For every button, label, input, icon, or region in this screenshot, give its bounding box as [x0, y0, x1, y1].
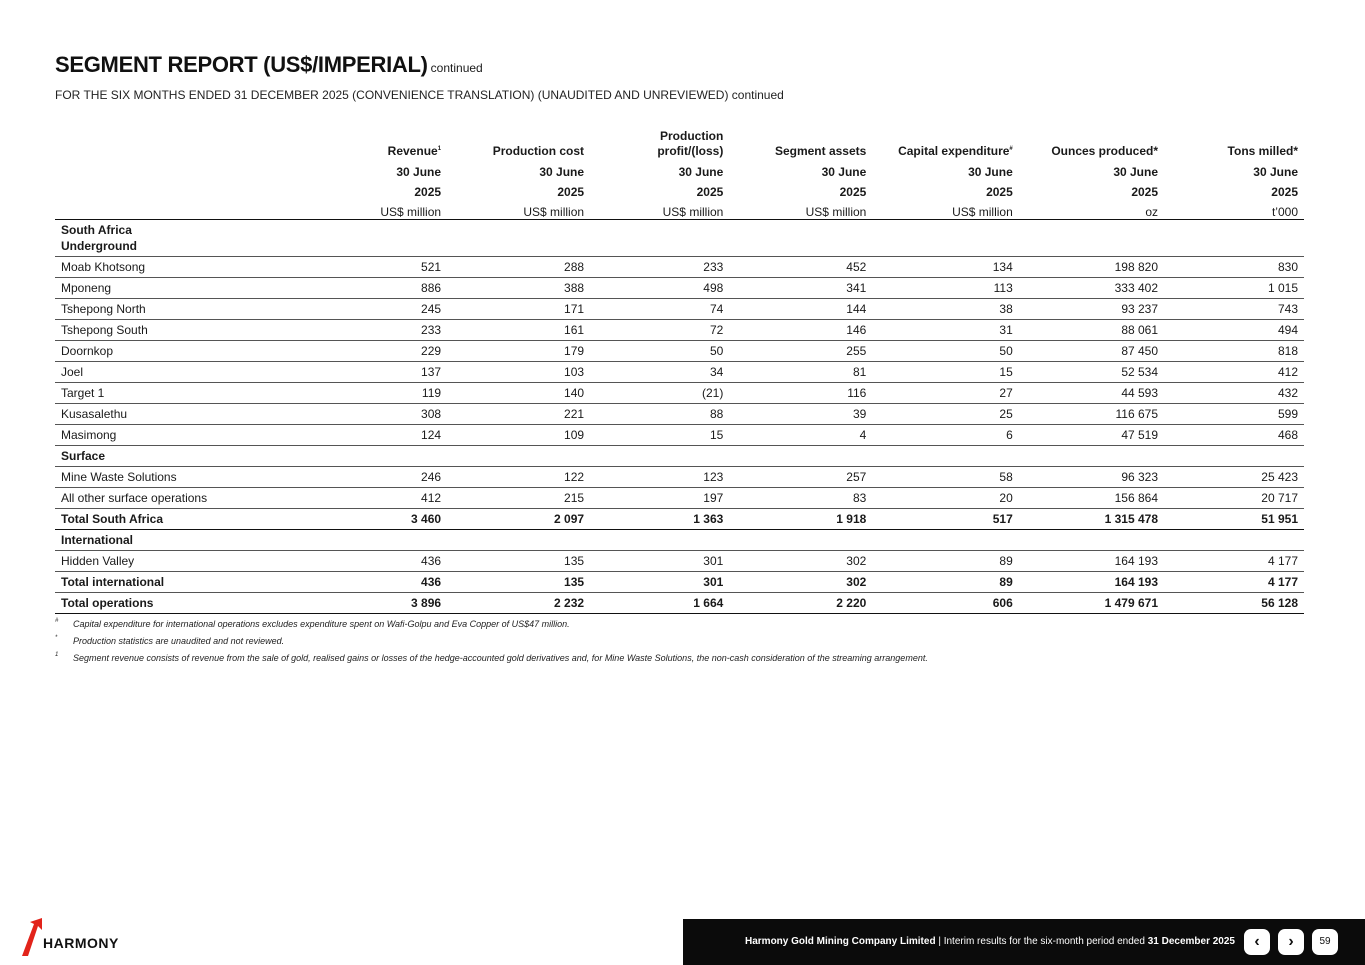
table-cell: 452 [729, 257, 872, 278]
header-year-row [55, 179, 1304, 199]
report-title: SEGMENT REPORT (US$/IMPERIAL) [55, 52, 428, 77]
col-period: 30 June [821, 165, 867, 179]
row-label: Masimong [55, 425, 309, 446]
table-cell: 81 [729, 362, 872, 383]
col-period: 30 June [1253, 165, 1298, 179]
table-cell: 50 [590, 341, 729, 362]
table-cell: 498 [590, 278, 729, 299]
table-cell: 4 177 [1164, 551, 1304, 572]
col-unit: oz [1019, 199, 1164, 220]
row-label: Mine Waste Solutions [55, 467, 309, 488]
row-label: All other surface operations [55, 488, 309, 509]
col-unit: US$ million [872, 199, 1018, 220]
table-cell: 34 [590, 362, 729, 383]
table-cell: 134 [872, 257, 1018, 278]
col-period: 30 June [968, 165, 1013, 179]
table-cell: 83 [729, 488, 872, 509]
header-period-row [55, 159, 1304, 179]
table-cell: 4 177 [1164, 572, 1304, 593]
section-heading-surface [55, 446, 1304, 467]
table-cell: 197 [590, 488, 729, 509]
table-cell: 122 [447, 467, 590, 488]
col-year: 2025 [986, 185, 1013, 199]
table-cell: 31 [872, 320, 1018, 341]
section-heading-international [55, 530, 1304, 551]
footnote-text: Production statistics are unaudited and not reviewed. [73, 636, 285, 646]
table-cell: 301 [590, 551, 729, 572]
table-cell: 1 315 478 [1019, 509, 1164, 530]
table-cell: 58 [872, 467, 1018, 488]
table-cell: 171 [447, 299, 590, 320]
col-year: 2025 [557, 185, 585, 199]
table-cell: 3 460 [309, 509, 448, 530]
table-cell: 233 [590, 257, 729, 278]
footnote-text: Segment revenue consists of revenue from the sale of gold, realised gains or losses of the hedge-accounted gold derivatives and, for Mine Waste Solutions, the non-cash consideration of the streaming arrangement. [73, 653, 928, 663]
table-cell: 517 [872, 509, 1018, 530]
table-cell: 88 [590, 404, 729, 425]
table-cell: 412 [309, 488, 448, 509]
col-year: 2025 [696, 185, 724, 199]
table-cell: 113 [872, 278, 1018, 299]
table-row [55, 467, 1304, 488]
table-cell: 1 664 [590, 593, 729, 614]
table-cell: 255 [729, 341, 872, 362]
table-cell: 302 [729, 551, 872, 572]
section-heading: Surface [55, 446, 1304, 467]
table-row [55, 341, 1304, 362]
table-cell: 2 232 [447, 593, 590, 614]
table-cell: 1 918 [729, 509, 872, 530]
company-name: Harmony Gold Mining Company Limited [745, 936, 936, 947]
table-cell: 302 [729, 572, 872, 593]
table-cell: 1 363 [590, 509, 729, 530]
col-unit: US$ million [309, 199, 448, 220]
header-unit-row [55, 199, 1304, 220]
table-cell: 229 [309, 341, 448, 362]
table-cell: 1 479 671 [1019, 593, 1164, 614]
footer-period-end: 31 December 2025 [1147, 936, 1235, 947]
col-period: 30 June [1113, 165, 1159, 179]
footnote-text: Capital expenditure for international operations excludes expenditure spent on Wafi-Golpu and Eva Copper of US$47 million. [73, 619, 570, 629]
table-cell: 886 [309, 278, 448, 299]
table-cell: 308 [309, 404, 448, 425]
table-cell: 436 [309, 551, 448, 572]
table-cell: 89 [872, 572, 1018, 593]
footnote-marker: 1 [55, 652, 59, 658]
table-row [55, 404, 1304, 425]
table-row [55, 362, 1304, 383]
table-cell: 468 [1164, 425, 1304, 446]
chevron-right-icon: › [1288, 933, 1294, 950]
section-heading-south-africa [55, 220, 1304, 257]
table-cell: 38 [872, 299, 1018, 320]
col-header-segment-assets: Segment assets [774, 144, 867, 158]
total-row-operations [55, 593, 1304, 614]
table-cell: 599 [1164, 404, 1304, 425]
table-row [55, 299, 1304, 320]
row-label: Doornkop [55, 341, 309, 362]
table-cell: 388 [447, 278, 590, 299]
row-label: Hidden Valley [55, 551, 309, 572]
table-cell: 44 593 [1019, 383, 1164, 404]
row-label: Total South Africa [55, 509, 309, 530]
table-cell: 494 [1164, 320, 1304, 341]
table-body [55, 220, 1304, 614]
table-cell: 257 [729, 467, 872, 488]
table-cell: 88 061 [1019, 320, 1164, 341]
table-cell: 179 [447, 341, 590, 362]
table-cell: 52 534 [1019, 362, 1164, 383]
header-names-row [55, 119, 1304, 159]
table-cell: 51 951 [1164, 509, 1304, 530]
section-heading-line: South Africa [61, 223, 132, 237]
table-cell: 25 423 [1164, 467, 1304, 488]
table-cell: 215 [447, 488, 590, 509]
segment-table [55, 119, 1304, 614]
logo-arrow-mark [22, 918, 42, 956]
col-year: 2025 [1131, 185, 1159, 199]
table-row [55, 488, 1304, 509]
table-cell: 119 [309, 383, 448, 404]
table-cell: 341 [729, 278, 872, 299]
col-header-capital-expenditure: Capital expenditure# [898, 144, 1013, 158]
table-cell: 221 [447, 404, 590, 425]
table-cell: (21) [590, 383, 729, 404]
col-period: 30 June [678, 165, 724, 179]
table-row [55, 278, 1304, 299]
table-cell: 156 864 [1019, 488, 1164, 509]
page-number: 59 [1312, 929, 1338, 955]
logo-wordmark: HARMONY [43, 935, 119, 951]
col-period: 30 June [396, 165, 442, 179]
table-cell: 103 [447, 362, 590, 383]
report-subtitle: FOR THE SIX MONTHS ENDED 31 DECEMBER 2025 (CONVENIENCE TRANSLATION) (UNAUDITED AND UNREVIEWED) continued [55, 88, 784, 102]
table-cell: 116 [729, 383, 872, 404]
footer-bar [683, 919, 1365, 965]
row-label: Moab Khotsong [55, 257, 309, 278]
col-header-production-profit: Production profit/(loss) [657, 129, 724, 158]
table-cell: 743 [1164, 299, 1304, 320]
table-cell: 144 [729, 299, 872, 320]
table-cell: 135 [447, 572, 590, 593]
col-year: 2025 [1271, 185, 1298, 199]
table-cell: 140 [447, 383, 590, 404]
col-unit: US$ million [590, 199, 729, 220]
row-label: Kusasalethu [55, 404, 309, 425]
table-cell: 124 [309, 425, 448, 446]
title-continued: continued [430, 61, 483, 75]
table-cell: 74 [590, 299, 729, 320]
next-page-button[interactable] [1278, 929, 1304, 955]
table-cell: 15 [590, 425, 729, 446]
table-cell: 412 [1164, 362, 1304, 383]
table-cell: 89 [872, 551, 1018, 572]
table-cell: 47 519 [1019, 425, 1164, 446]
table-cell: 521 [309, 257, 448, 278]
row-label: Total operations [55, 593, 309, 614]
total-row-international [55, 572, 1304, 593]
table-row [55, 320, 1304, 341]
col-unit: US$ million [729, 199, 872, 220]
table-cell: 39 [729, 404, 872, 425]
table-cell: 72 [590, 320, 729, 341]
row-label: Total international [55, 572, 309, 593]
table-cell: 301 [590, 572, 729, 593]
col-header-tons-milled: Tons milled* [1227, 144, 1298, 158]
table-cell: 2 097 [447, 509, 590, 530]
table-cell: 25 [872, 404, 1018, 425]
total-row-south-africa [55, 509, 1304, 530]
table-cell: 2 220 [729, 593, 872, 614]
page-title [55, 52, 483, 78]
col-unit: US$ million [447, 199, 590, 220]
table-cell: 56 128 [1164, 593, 1304, 614]
table-cell: 245 [309, 299, 448, 320]
table-cell: 198 820 [1019, 257, 1164, 278]
table-cell: 116 675 [1019, 404, 1164, 425]
table-cell: 93 237 [1019, 299, 1164, 320]
table-cell: 161 [447, 320, 590, 341]
table-cell: 27 [872, 383, 1018, 404]
table-cell: 818 [1164, 341, 1304, 362]
table-cell: 6 [872, 425, 1018, 446]
table-cell: 137 [309, 362, 448, 383]
table-row [55, 383, 1304, 404]
row-label: Tshepong South [55, 320, 309, 341]
table-cell: 4 [729, 425, 872, 446]
table-cell: 830 [1164, 257, 1304, 278]
table-cell: 50 [872, 341, 1018, 362]
table-cell: 20 717 [1164, 488, 1304, 509]
footer-text [745, 936, 1235, 947]
col-year: 2025 [839, 185, 867, 199]
table-cell: 233 [309, 320, 448, 341]
col-header-revenue: Revenue$^1$ [387, 144, 442, 158]
table-cell: 123 [590, 467, 729, 488]
table-cell: 135 [447, 551, 590, 572]
col-header-ounces-produced: Ounces produced* [1051, 144, 1159, 158]
row-label: Target 1 [55, 383, 309, 404]
header-blank [55, 119, 309, 159]
table-row [55, 257, 1304, 278]
table-cell: 109 [447, 425, 590, 446]
footer-description: Interim results for the six-month period ended [943, 936, 1148, 947]
footnote-marker: * [55, 635, 58, 641]
footnote-marker: # [55, 618, 59, 624]
table-cell: 164 193 [1019, 551, 1164, 572]
col-header-production-cost: Production cost [492, 144, 585, 158]
table-cell: 96 323 [1019, 467, 1164, 488]
table-cell: 87 450 [1019, 341, 1164, 362]
section-heading: International [55, 530, 1304, 551]
harmony-logo [20, 916, 150, 960]
table-cell: 20 [872, 488, 1018, 509]
col-unit: t’000 [1164, 199, 1304, 220]
table-cell: 333 402 [1019, 278, 1164, 299]
table-cell: 15 [872, 362, 1018, 383]
col-year: 2025 [414, 185, 442, 199]
table-cell: 146 [729, 320, 872, 341]
table-cell: 164 193 [1019, 572, 1164, 593]
table-cell: 606 [872, 593, 1018, 614]
table-cell: 1 015 [1164, 278, 1304, 299]
col-period: 30 June [539, 165, 585, 179]
table-cell: 432 [1164, 383, 1304, 404]
table-cell: 436 [309, 572, 448, 593]
section-heading-line: Underground [61, 239, 137, 253]
chevron-left-icon: ‹ [1254, 933, 1260, 950]
table-cell: 3 896 [309, 593, 448, 614]
table-row [55, 551, 1304, 572]
row-label: Mponeng [55, 278, 309, 299]
table-row [55, 425, 1304, 446]
row-label: Joel [55, 362, 309, 383]
table-cell: 246 [309, 467, 448, 488]
row-label: Tshepong North [55, 299, 309, 320]
footer-separator: | [935, 936, 944, 947]
previous-page-button[interactable] [1244, 929, 1270, 955]
table-cell: 288 [447, 257, 590, 278]
